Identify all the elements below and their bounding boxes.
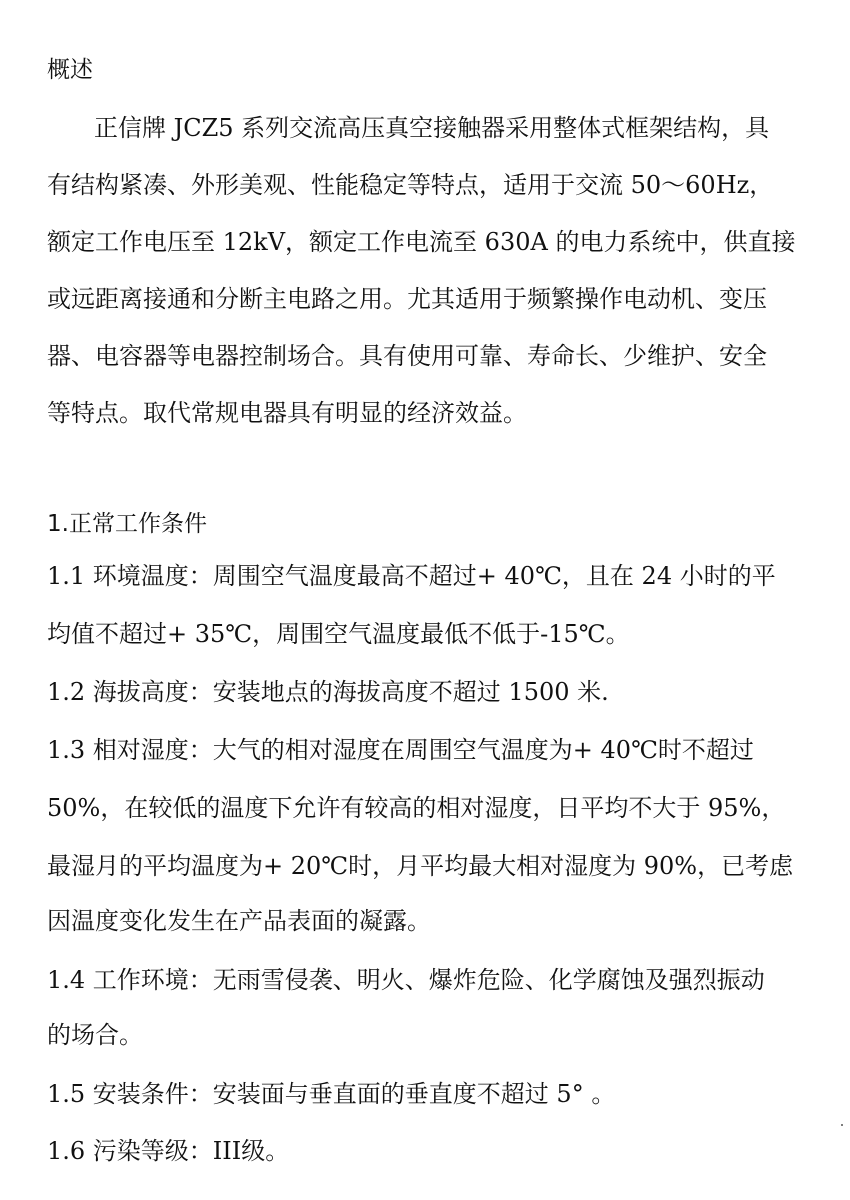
condition-1-3-line-1: 1.3 相对湿度：大气的相对湿度在周围空气温度为+ 40℃时不超过 (47, 736, 754, 764)
condition-1-2-line-1: 1.2 海拔高度：安装地点的海拔高度不超过 1500 米. (47, 678, 609, 706)
overview-line-1: 正信牌 JCZ5 系列交流高压真空接触器采用整体式框架结构，具 (94, 114, 770, 142)
overview-line-5: 器、电容器等电器控制场合。具有使用可靠、寿命长、少维护、安全 (47, 342, 767, 370)
condition-1-1-line-2: 均值不超过+ 35℃，周围空气温度最低不低于-15℃。 (47, 620, 630, 648)
condition-1-6-line-1: 1.6 污染等级：III级。 (47, 1137, 290, 1165)
condition-1-1-line-1: 1.1 环境温度：周围空气温度最高不超过+ 40℃，且在 24 小时的平 (47, 562, 776, 590)
condition-1-4-line-2: 的场合。 (47, 1021, 143, 1049)
overview-line-3: 额定工作电压至 12kV，额定工作电流至 630A 的电力系统中，供直接 (47, 228, 796, 256)
conditions-title: 1.正常工作条件 (47, 511, 207, 537)
scan-speck (841, 1124, 843, 1126)
condition-1-3-line-4: 因温度变化发生在产品表面的凝露。 (47, 907, 431, 935)
overview-line-6: 等特点。取代常规电器具有明显的经济效益。 (47, 399, 527, 427)
condition-1-5-line-1: 1.5 安装条件：安装面与垂直面的垂直度不超过 5° 。 (47, 1080, 616, 1108)
condition-1-3-line-3: 最湿月的平均温度为+ 20℃时，月平均最大相对湿度为 90%，已考虑 (47, 852, 794, 880)
overview-line-2: 有结构紧凑、外形美观、性能稳定等特点，适用于交流 50～60Hz， (47, 171, 774, 199)
condition-1-3-line-2: 50%，在较低的温度下允许有较高的相对湿度，日平均不大于 95%， (47, 794, 786, 822)
overview-title: 概述 (47, 57, 93, 83)
overview-line-4: 或远距离接通和分断主电路之用。尤其适用于频繁操作电动机、变压 (47, 285, 767, 313)
condition-1-4-line-1: 1.4 工作环境：无雨雪侵袭、明火、爆炸危险、化学腐蚀及强烈振动 (47, 966, 765, 994)
